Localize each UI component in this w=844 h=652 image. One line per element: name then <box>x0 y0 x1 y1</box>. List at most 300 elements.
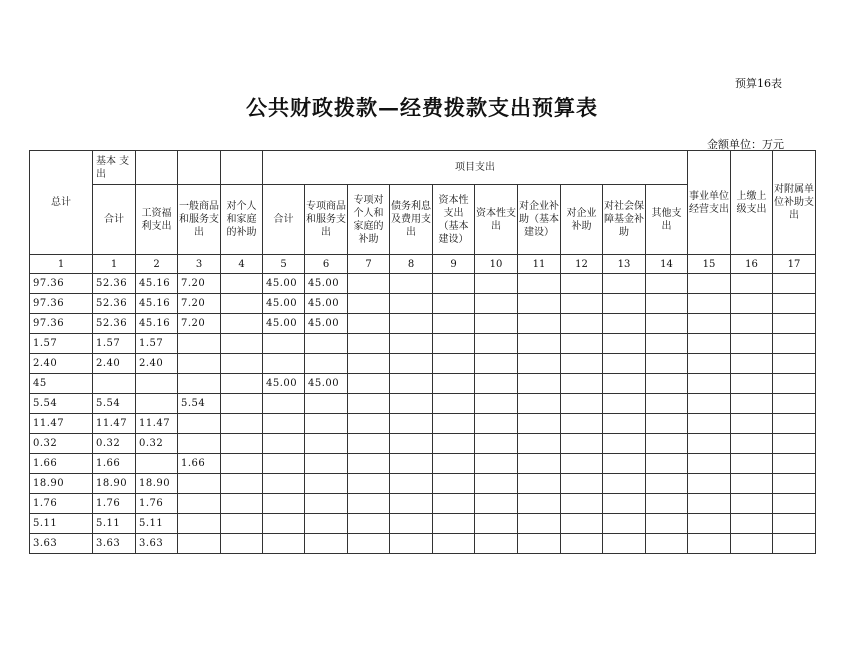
table-cell: 45.00 <box>305 294 348 314</box>
table-cell <box>731 514 773 534</box>
table-cell <box>475 294 518 314</box>
table-cell: 7.20 <box>178 274 221 294</box>
table-cell <box>390 334 433 354</box>
table-cell <box>433 534 475 554</box>
table-cell <box>646 354 688 374</box>
table-cell <box>263 494 305 514</box>
table-cell: 1.57 <box>30 334 93 354</box>
table-cell <box>561 374 603 394</box>
table-cell <box>348 274 390 294</box>
table-cell: 5.11 <box>30 514 93 534</box>
table-cell <box>603 394 646 414</box>
header-wages: 工资福利支出 <box>136 185 178 255</box>
table-body <box>30 274 816 554</box>
table-cell: 45.16 <box>136 294 178 314</box>
table-cell <box>475 374 518 394</box>
table-cell <box>390 474 433 494</box>
table-cell <box>688 334 731 354</box>
table-cell: 1.76 <box>30 494 93 514</box>
table-cell <box>221 434 263 454</box>
table-cell: 45 <box>30 374 93 394</box>
table-cell <box>603 514 646 534</box>
column-number-cell: 2 <box>136 255 178 274</box>
table-cell <box>646 294 688 314</box>
header-affiliated: 对附属单位补助支出 <box>773 151 816 255</box>
table-cell: 7.20 <box>178 314 221 334</box>
table-cell <box>561 354 603 374</box>
table-cell <box>178 334 221 354</box>
table-cell <box>773 314 816 334</box>
table-cell <box>731 394 773 414</box>
table-cell <box>178 474 221 494</box>
table-cell <box>731 274 773 294</box>
table-cell <box>773 414 816 434</box>
table-cell <box>263 454 305 474</box>
table-cell <box>731 494 773 514</box>
header-project-expenditure: 项目支出 <box>263 151 688 185</box>
table-cell <box>433 314 475 334</box>
table-row <box>30 294 816 314</box>
table-cell <box>773 294 816 314</box>
table-cell <box>773 534 816 554</box>
table-cell: 97.36 <box>30 314 93 334</box>
table-cell: 1.66 <box>178 454 221 474</box>
table-cell: 18.90 <box>93 474 136 494</box>
table-cell <box>390 354 433 374</box>
column-number-row <box>30 255 816 274</box>
table-cell <box>518 494 561 514</box>
table-cell <box>433 334 475 354</box>
table-cell <box>518 314 561 334</box>
table-row <box>30 255 816 274</box>
table-cell: 18.90 <box>30 474 93 494</box>
header-personal-subsidy: 对个人和家庭的补助 <box>221 185 263 255</box>
table-cell <box>263 414 305 434</box>
table-row <box>30 394 816 414</box>
table-cell <box>433 294 475 314</box>
table-cell <box>731 434 773 454</box>
table-cell <box>688 374 731 394</box>
table-cell <box>305 354 348 374</box>
table-cell <box>305 514 348 534</box>
table-cell <box>773 454 816 474</box>
table-cell <box>221 314 263 334</box>
table-cell: 52.36 <box>93 294 136 314</box>
table-cell <box>348 394 390 414</box>
table-cell: 3.63 <box>136 534 178 554</box>
table-cell <box>305 434 348 454</box>
table-cell <box>178 514 221 534</box>
table-cell <box>646 494 688 514</box>
table-cell <box>731 454 773 474</box>
table-cell <box>390 434 433 454</box>
table-cell <box>518 354 561 374</box>
table-cell <box>348 514 390 534</box>
table-cell <box>688 494 731 514</box>
table-cell <box>518 414 561 434</box>
table-cell <box>773 274 816 294</box>
table-cell <box>561 534 603 554</box>
table-cell <box>433 354 475 374</box>
header-total: 总计 <box>30 151 93 255</box>
table-cell <box>433 434 475 454</box>
table-cell: 11.47 <box>30 414 93 434</box>
table-cell <box>688 454 731 474</box>
table-row <box>30 274 816 294</box>
table-cell: 45.00 <box>263 294 305 314</box>
header-other: 其他支出 <box>646 185 688 255</box>
table-cell <box>603 314 646 334</box>
table-cell <box>731 414 773 434</box>
table-cell <box>773 334 816 354</box>
table-cell <box>178 414 221 434</box>
table-cell <box>561 414 603 434</box>
header-operating: 事业单位经营支出 <box>688 151 731 255</box>
table-row <box>30 454 816 474</box>
table-row <box>30 414 816 434</box>
table-cell <box>263 394 305 414</box>
table-cell <box>518 274 561 294</box>
table-cell <box>221 354 263 374</box>
table-cell: 7.20 <box>178 294 221 314</box>
header-basic-subtotal: 合计 <box>93 185 136 255</box>
table-cell: 5.54 <box>178 394 221 414</box>
table-cell <box>305 334 348 354</box>
table-cell <box>475 474 518 494</box>
table-cell <box>646 394 688 414</box>
table-cell <box>518 474 561 494</box>
page-title: 公共财政拨款—经费拨款支出预算表 <box>246 95 598 120</box>
table-cell: 0.32 <box>136 434 178 454</box>
table-cell <box>731 334 773 354</box>
table-cell: 52.36 <box>93 314 136 334</box>
form-number: 预算16表 <box>735 77 782 90</box>
table-cell <box>646 334 688 354</box>
table-cell <box>603 374 646 394</box>
table-cell: 1.66 <box>93 454 136 474</box>
table-cell <box>93 374 136 394</box>
table-cell <box>688 354 731 374</box>
column-number-cell: 5 <box>263 255 305 274</box>
table-cell <box>475 274 518 294</box>
table-cell <box>731 314 773 334</box>
table-cell: 18.90 <box>136 474 178 494</box>
header-blank <box>221 151 263 185</box>
table-cell <box>731 534 773 554</box>
table-cell <box>773 394 816 414</box>
table-cell <box>603 294 646 314</box>
table-cell <box>518 534 561 554</box>
table-cell <box>390 374 433 394</box>
table-cell: 45.00 <box>305 314 348 334</box>
table-cell <box>221 534 263 554</box>
table-cell <box>646 534 688 554</box>
table-cell <box>348 414 390 434</box>
header-special-goods: 专项商品和服务支出 <box>305 185 348 255</box>
table-cell <box>561 474 603 494</box>
table-cell <box>263 514 305 534</box>
table-header <box>30 151 816 255</box>
header-upper: 上缴上级支出 <box>731 151 773 255</box>
table-cell <box>221 294 263 314</box>
table-cell <box>263 534 305 554</box>
table-cell <box>688 294 731 314</box>
table-row <box>30 374 816 394</box>
table-cell <box>603 494 646 514</box>
header-capital-construction: 资本性支出（基本建设） <box>433 185 475 255</box>
table-cell <box>603 334 646 354</box>
column-number-cell: 1 <box>93 255 136 274</box>
table-cell <box>305 454 348 474</box>
table-cell: 1.57 <box>136 334 178 354</box>
table-cell: 1.76 <box>136 494 178 514</box>
table-row <box>30 514 816 534</box>
table-row <box>30 494 816 514</box>
table-cell <box>221 274 263 294</box>
table-cell <box>390 414 433 434</box>
table-cell <box>136 394 178 414</box>
table-cell <box>305 494 348 514</box>
table-cell <box>475 494 518 514</box>
table-cell <box>390 314 433 334</box>
table-cell <box>136 454 178 474</box>
table-cell <box>348 494 390 514</box>
table-cell <box>475 414 518 434</box>
table-cell <box>603 274 646 294</box>
header-capital: 资本性支出 <box>475 185 518 255</box>
table-cell <box>646 314 688 334</box>
table-cell <box>475 534 518 554</box>
table-cell <box>305 394 348 414</box>
table-cell <box>561 454 603 474</box>
table-cell <box>221 474 263 494</box>
table-cell <box>221 494 263 514</box>
table-cell <box>263 334 305 354</box>
table-cell <box>221 514 263 534</box>
column-number-cell: 7 <box>348 255 390 274</box>
table-cell <box>603 474 646 494</box>
table-row <box>30 334 816 354</box>
table-cell <box>221 394 263 414</box>
table-cell: 45.16 <box>136 314 178 334</box>
table-cell <box>561 514 603 534</box>
table-cell <box>390 394 433 414</box>
table-cell <box>348 334 390 354</box>
table-cell <box>305 474 348 494</box>
table-cell <box>348 534 390 554</box>
table-cell <box>688 434 731 454</box>
table-cell <box>475 354 518 374</box>
table-cell <box>518 374 561 394</box>
column-number-cell: 8 <box>390 255 433 274</box>
amount-unit: 金额单位：万元 <box>707 138 784 151</box>
table-cell <box>561 394 603 414</box>
table-cell <box>518 514 561 534</box>
table-cell: 11.47 <box>136 414 178 434</box>
table-cell <box>390 294 433 314</box>
table-cell: 5.11 <box>136 514 178 534</box>
table-cell <box>263 434 305 454</box>
table-cell: 45.00 <box>263 314 305 334</box>
header-enterprise: 对企业补助 <box>561 185 603 255</box>
table-cell: 5.54 <box>93 394 136 414</box>
header-blank <box>178 151 221 185</box>
table-cell <box>646 274 688 294</box>
table-cell: 3.63 <box>93 534 136 554</box>
table-cell <box>390 274 433 294</box>
header-goods-services: 一般商品和服务支出 <box>178 185 221 255</box>
table-cell: 0.32 <box>30 434 93 454</box>
table-cell <box>348 314 390 334</box>
table-cell: 45.00 <box>263 374 305 394</box>
header-special-personal: 专项对个人和家庭的补助 <box>348 185 390 255</box>
table-cell <box>688 414 731 434</box>
column-number-cell: 17 <box>773 255 816 274</box>
column-number-cell: 13 <box>603 255 646 274</box>
table-cell <box>561 334 603 354</box>
table-cell <box>731 354 773 374</box>
budget-table <box>29 150 816 554</box>
column-number-cell: 4 <box>221 255 263 274</box>
table-cell <box>178 494 221 514</box>
table-cell <box>390 454 433 474</box>
table-row <box>30 434 816 454</box>
table-cell <box>773 374 816 394</box>
column-number-cell: 6 <box>305 255 348 274</box>
column-number-cell: 9 <box>433 255 475 274</box>
table-cell <box>433 274 475 294</box>
table-cell <box>348 474 390 494</box>
table-cell <box>390 534 433 554</box>
table-cell: 97.36 <box>30 274 93 294</box>
table-cell <box>348 454 390 474</box>
table-cell <box>178 354 221 374</box>
column-number-cell: 15 <box>688 255 731 274</box>
table-cell <box>773 434 816 454</box>
table-cell: 97.36 <box>30 294 93 314</box>
table-cell <box>221 454 263 474</box>
table-row <box>30 474 816 494</box>
table-cell <box>646 454 688 474</box>
column-number-cell: 3 <box>178 255 221 274</box>
table-cell <box>475 314 518 334</box>
table-cell <box>221 334 263 354</box>
header-debt-interest: 债务利息及费用支出 <box>390 185 433 255</box>
table-cell <box>773 354 816 374</box>
table-cell <box>348 434 390 454</box>
table-cell <box>178 434 221 454</box>
table-cell: 1.57 <box>93 334 136 354</box>
table-cell <box>433 514 475 534</box>
table-cell <box>688 514 731 534</box>
table-cell <box>390 494 433 514</box>
header-project-subtotal: 合计 <box>263 185 305 255</box>
table-cell: 45.16 <box>136 274 178 294</box>
table-cell <box>731 294 773 314</box>
table-cell <box>263 474 305 494</box>
table-cell <box>646 434 688 454</box>
table-cell <box>773 514 816 534</box>
table-row <box>30 534 816 554</box>
table-cell <box>433 414 475 434</box>
table-cell <box>561 434 603 454</box>
table-cell <box>688 474 731 494</box>
header-basic-expenditure: 基本 支出 <box>93 151 136 185</box>
table-cell <box>475 394 518 414</box>
column-number-cell: 12 <box>561 255 603 274</box>
table-cell <box>305 534 348 554</box>
table-cell <box>646 514 688 534</box>
table-cell <box>178 534 221 554</box>
table-cell <box>731 474 773 494</box>
table-cell <box>475 514 518 534</box>
table-cell: 2.40 <box>30 354 93 374</box>
table-cell: 2.40 <box>93 354 136 374</box>
column-number-cell: 10 <box>475 255 518 274</box>
table-cell: 52.36 <box>93 274 136 294</box>
table-cell <box>348 354 390 374</box>
table-cell <box>433 474 475 494</box>
column-number-cell: 11 <box>518 255 561 274</box>
table-cell <box>475 434 518 454</box>
table-cell <box>178 374 221 394</box>
table-cell <box>475 334 518 354</box>
table-cell <box>518 294 561 314</box>
table-cell <box>688 314 731 334</box>
table-cell: 11.47 <box>93 414 136 434</box>
table-cell <box>136 374 178 394</box>
table-cell <box>348 294 390 314</box>
table-cell: 1.66 <box>30 454 93 474</box>
table-cell <box>561 494 603 514</box>
table-cell <box>475 454 518 474</box>
table-cell <box>221 414 263 434</box>
header-enterprise-construction: 对企业补助（基本建设） <box>518 185 561 255</box>
table-cell: 0.32 <box>93 434 136 454</box>
table-cell <box>603 434 646 454</box>
header-social-security: 对社会保障基金补助 <box>603 185 646 255</box>
table-row <box>30 354 816 374</box>
table-cell: 45.00 <box>263 274 305 294</box>
table-cell <box>773 474 816 494</box>
column-number-cell: 14 <box>646 255 688 274</box>
table-cell: 3.63 <box>30 534 93 554</box>
table-cell <box>518 454 561 474</box>
table-cell <box>561 314 603 334</box>
table-cell <box>603 534 646 554</box>
table-cell <box>518 334 561 354</box>
table-cell: 45.00 <box>305 274 348 294</box>
table-cell <box>603 454 646 474</box>
table-cell <box>561 274 603 294</box>
table-cell <box>688 274 731 294</box>
table-cell <box>390 514 433 534</box>
table-cell <box>433 374 475 394</box>
table-cell <box>433 454 475 474</box>
table-cell <box>221 374 263 394</box>
table-cell <box>603 414 646 434</box>
column-number-cell: 16 <box>731 255 773 274</box>
table-cell <box>305 414 348 434</box>
table-cell: 5.11 <box>93 514 136 534</box>
table-cell <box>561 294 603 314</box>
header-blank <box>136 151 178 185</box>
table-cell <box>518 394 561 414</box>
table-cell <box>348 374 390 394</box>
column-number-cell: 1 <box>30 255 93 274</box>
table-cell <box>646 474 688 494</box>
table-row <box>30 314 816 334</box>
